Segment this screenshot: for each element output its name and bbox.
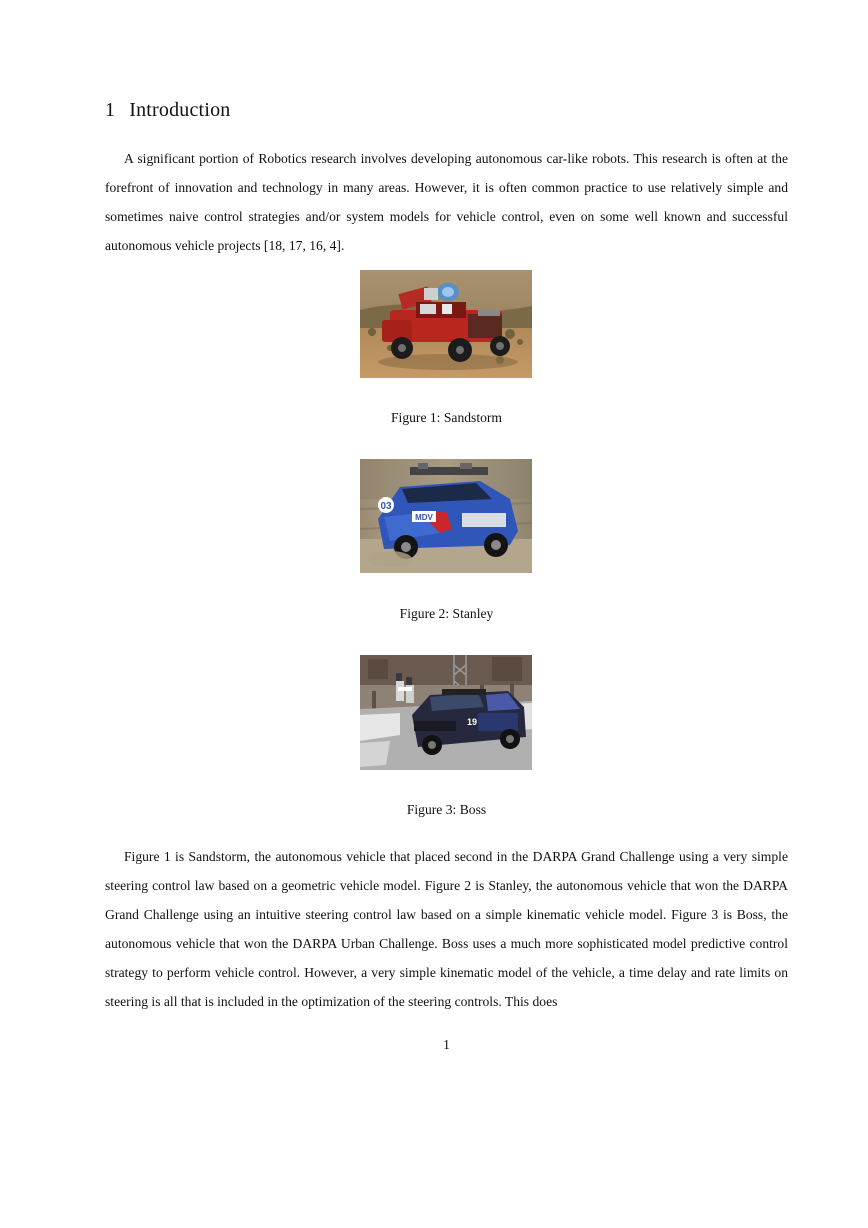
figure-2-caption: Figure 2: Stanley	[399, 606, 494, 621]
paragraph-vehicles: Figure 1 is Sandstorm, the autonomous vehicle that placed second in the DARPA Grand Challenge using a very simple steering control law based on a geometric vehicle model. Figure 2 is Stanley, the autonomous vehicle that won the DARPA Grand Challenge using an intuitive steering control law based on a simple kinematic vehicle model. Figure 3 is Boss, the autonomous vehicle that won the DARPA Urban Challenge. Boss uses a much more sophisticated model predictive control strategy to perform vehicle control. However, a very simple kinematic model of the vehicle, a time delay and rate limits on steering is all that is included in the optimization of the steering controls. This does	[105, 849, 788, 1009]
stanley-number: 03	[380, 501, 392, 512]
section-number: 1	[105, 99, 116, 121]
page-number: 1	[443, 1037, 450, 1052]
section-heading	[105, 99, 230, 122]
boss-number: 19	[466, 717, 478, 727]
stanley-badge: MDV	[415, 513, 433, 522]
stanley-photo	[360, 459, 532, 573]
paragraph-intro: A significant portion of Robotics research involves developing autonomous car-like robots. This research is often at the forefront of innovation and technology in many areas. However, it is often common practice to use relatively simple and sometimes naive control strategies and/or system models for vehicle control, even on some well known and successful autonomous vehicle projects [18, 17, 16, 4].	[105, 151, 788, 253]
section-title: Introduction	[129, 99, 231, 121]
figure-boss-image	[360, 655, 532, 770]
figure-3-caption: Figure 3: Boss	[406, 802, 487, 817]
figure-stanley-image	[360, 459, 532, 573]
figure-sandstorm-image	[360, 270, 532, 378]
figure-1-caption: Figure 1: Sandstorm	[390, 410, 502, 425]
sandstorm-photo	[360, 270, 532, 378]
boss-photo	[360, 655, 532, 770]
